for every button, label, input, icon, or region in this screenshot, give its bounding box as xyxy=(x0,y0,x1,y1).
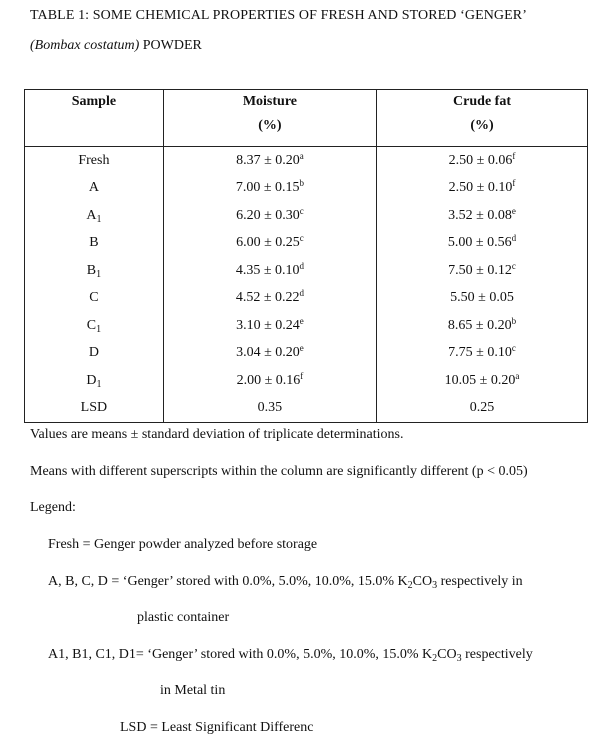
crude-fat-cell: 2.50 ± 0.06$^f$ xyxy=(377,147,588,175)
moisture-cell: 2.00 ± 0.16$^f$ xyxy=(163,367,376,395)
table-row xyxy=(25,202,588,230)
table-row xyxy=(25,340,588,368)
moisture-cell: 0.35 xyxy=(163,395,376,423)
crude-fat-cell: 0.25 xyxy=(377,395,588,423)
legend-a1b1c1d1: A1, B1, C1, D1= ‘Genger’ stored with 0.0%, 5.0%, 10.0%, 15.0% $K_2CO_3$ respectively xyxy=(48,647,533,664)
table-row xyxy=(25,367,588,395)
sample-cell: $C_1$ xyxy=(86,317,102,335)
chemical-properties-table xyxy=(24,89,588,423)
crude-fat-cell: 3.52 ± 0.08$^e$ xyxy=(377,202,588,230)
sample-cell: A xyxy=(88,180,99,196)
crude-fat-cell: 8.65 ± 0.20$^b$ xyxy=(377,312,588,340)
crude-fat-cell: 7.50 ± 0.12$^c$ xyxy=(377,257,588,285)
table-title: TABLE 1: SOME CHEMICAL PROPERTIES OF FRESH AND STORED ‘GENGER’ xyxy=(30,8,527,23)
note-means: Means with different superscripts within the column are significantly different (p < 0.05) xyxy=(30,464,528,479)
sample-cell: B xyxy=(89,235,99,251)
moisture-cell: 6.00 ± 0.25$^c$ xyxy=(163,230,376,258)
legend-fresh: Fresh = Genger powder analyzed before storage xyxy=(48,537,318,552)
table-row xyxy=(25,175,588,203)
crude-fat-cell: 5.50 ± 0.05 xyxy=(377,285,588,313)
moisture-cell: 7.00 ± 0.15$^b$ xyxy=(163,175,376,203)
header-row xyxy=(25,90,588,119)
sample-cell: $B_1$ xyxy=(86,262,102,280)
header-sample: Sample xyxy=(71,94,117,109)
crude-fat-cell: 5.00 ± 0.56$^d$ xyxy=(377,230,588,258)
header-moisture: Moisture xyxy=(163,90,376,119)
table-row xyxy=(25,285,588,313)
species-name: (Bombax costatum) xyxy=(30,38,140,53)
legend-abcd: A, B, C, D = ‘Genger’ stored with 0.0%, 5.0%, 10.0%, 15.0% $K_2CO_3$ respectively in xyxy=(48,574,523,591)
table-row xyxy=(25,257,588,285)
table-row xyxy=(25,147,588,175)
table-row xyxy=(25,230,588,258)
moisture-cell: 3.04 ± 0.20$^e$ xyxy=(163,340,376,368)
moisture-cell: 6.20 ± 0.30$^c$ xyxy=(163,202,376,230)
header-crude-fat: Crude fat xyxy=(377,90,588,119)
legend-a1b1c1d1-cont: in Metal tin xyxy=(160,683,226,698)
moisture-cell: 4.52 ± 0.22$^d$ xyxy=(163,285,376,313)
legend-abcd-cont: plastic container xyxy=(137,610,230,625)
table-row xyxy=(25,312,588,340)
table-subtitle xyxy=(30,38,202,54)
subtitle-rest: POWDER xyxy=(139,38,202,53)
moisture-cell: 4.35 ± 0.10$^d$ xyxy=(163,257,376,285)
sample-cell: C xyxy=(89,290,99,306)
moisture-cell: 3.10 ± 0.24$^e$ xyxy=(163,312,376,340)
crude-fat-cell: 7.75 ± 0.10$^c$ xyxy=(377,340,588,368)
sample-cell: Fresh xyxy=(25,147,164,175)
sample-cell: D xyxy=(88,345,99,361)
legend-label: Legend: xyxy=(30,500,76,515)
sample-cell: $D_1$ xyxy=(86,372,102,390)
table-row-lsd xyxy=(25,395,588,423)
moisture-cell: 8.37 ± 0.20$^a$ xyxy=(163,147,376,175)
note-values: Values are means ± standard deviation of triplicate determinations. xyxy=(30,427,404,442)
sample-cell: $A_1$ xyxy=(86,207,102,225)
crude-fat-cell: 10.05 ± 0.20$^a$ xyxy=(377,367,588,395)
crude-fat-cell: 2.50 ± 0.10$^f$ xyxy=(377,175,588,203)
header-moisture-unit: (%) xyxy=(163,118,376,147)
legend-lsd: LSD = Least Significant Differenc xyxy=(120,720,314,735)
sample-cell: LSD xyxy=(80,400,108,416)
header-crude-fat-unit: (%) xyxy=(377,118,588,147)
